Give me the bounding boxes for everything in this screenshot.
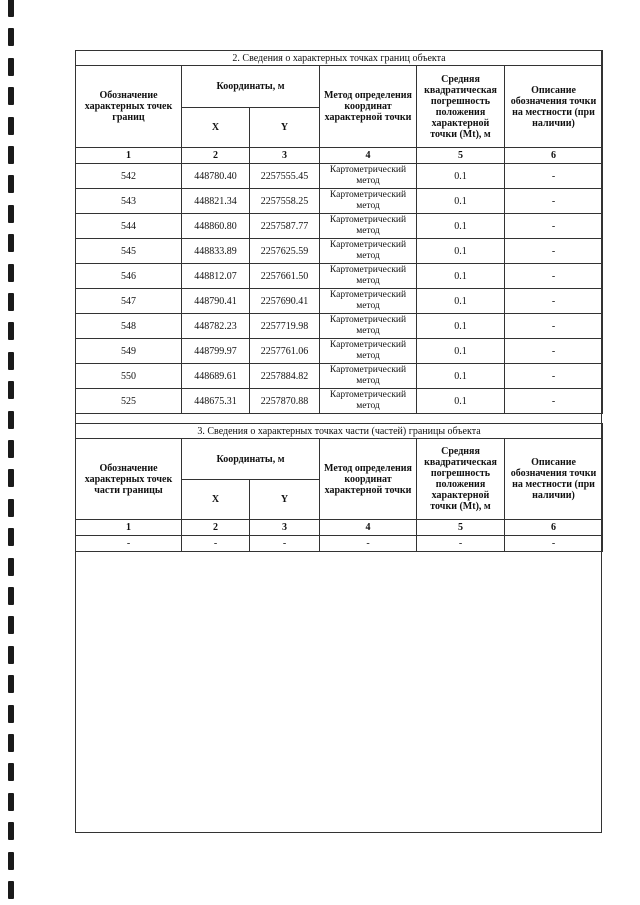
- x-coordinate-cell: 448812.07: [182, 264, 250, 289]
- method-cell: Картометрический метод: [320, 339, 417, 364]
- coordinates-header: Координаты, м: [182, 439, 320, 480]
- binder-hole: [8, 469, 14, 487]
- part-boundary-points-table: [75, 423, 603, 552]
- y-coordinate-cell: 2257884.82: [250, 364, 320, 389]
- error-header: Средняя квадратическая погрешность положения характерной точки (Mt), м: [417, 439, 505, 520]
- binder-hole: [8, 558, 14, 576]
- x-coordinate-cell: 448782.23: [182, 314, 250, 339]
- method-header: Метод определения координат характерной точки: [320, 439, 417, 520]
- y-coordinate-cell: 2257555.45: [250, 164, 320, 189]
- y-header: Y: [250, 108, 320, 148]
- error-cell: 0.1: [417, 164, 505, 189]
- error-cell: 0.1: [417, 239, 505, 264]
- description-cell: -: [505, 536, 603, 552]
- x-header: X: [182, 480, 250, 520]
- point-id-cell: 525: [76, 389, 182, 414]
- method-header: Метод определения координат характерной точки: [320, 66, 417, 148]
- description-cell: -: [505, 189, 603, 214]
- method-cell: Картометрический метод: [320, 239, 417, 264]
- binder-hole: [8, 87, 14, 105]
- x-header: X: [182, 108, 250, 148]
- point-id-cell: 546: [76, 264, 182, 289]
- description-header: Описание обозначения точки на местности (при наличии): [505, 66, 603, 148]
- boundary-points-table: [75, 50, 603, 414]
- section-2-title: 2. Сведения о характерных точках границ объекта: [76, 51, 603, 66]
- column-number: 6: [505, 520, 603, 536]
- error-cell: 0.1: [417, 389, 505, 414]
- description-cell: -: [505, 214, 603, 239]
- point-id-cell: -: [76, 536, 182, 552]
- table-row: [76, 389, 603, 414]
- error-cell: 0.1: [417, 364, 505, 389]
- description-cell: -: [505, 164, 603, 189]
- error-cell: 0.1: [417, 339, 505, 364]
- y-coordinate-cell: -: [250, 536, 320, 552]
- error-cell: 0.1: [417, 214, 505, 239]
- method-cell: Картометрический метод: [320, 164, 417, 189]
- table-row: [76, 364, 603, 389]
- error-cell: 0.1: [417, 289, 505, 314]
- method-cell: Картометрический метод: [320, 264, 417, 289]
- binder-hole: [8, 793, 14, 811]
- table-row: [76, 264, 603, 289]
- binder-hole: [8, 117, 14, 135]
- binder-hole: [8, 763, 14, 781]
- binder-hole: [8, 646, 14, 664]
- y-coordinate-cell: 2257558.25: [250, 189, 320, 214]
- x-coordinate-cell: 448675.31: [182, 389, 250, 414]
- coordinates-header: Координаты, м: [182, 66, 320, 108]
- binder-hole: [8, 499, 14, 517]
- x-coordinate-cell: 448821.34: [182, 189, 250, 214]
- description-cell: -: [505, 339, 603, 364]
- binder-hole: [8, 293, 14, 311]
- method-cell: Картометрический метод: [320, 364, 417, 389]
- x-coordinate-cell: 448799.97: [182, 339, 250, 364]
- binder-hole: [8, 264, 14, 282]
- description-cell: -: [505, 239, 603, 264]
- binder-hole: [8, 675, 14, 693]
- table-row: [76, 314, 603, 339]
- binder-hole: [8, 28, 14, 46]
- y-coordinate-cell: 2257870.88: [250, 389, 320, 414]
- description-cell: -: [505, 264, 603, 289]
- description-cell: -: [505, 314, 603, 339]
- description-cell: -: [505, 289, 603, 314]
- method-cell: Картометрический метод: [320, 214, 417, 239]
- point-id-cell: 547: [76, 289, 182, 314]
- table-row: [76, 536, 603, 552]
- column-number: 3: [250, 148, 320, 164]
- point-id-cell: 542: [76, 164, 182, 189]
- point-id-cell: 550: [76, 364, 182, 389]
- column-number: 3: [250, 520, 320, 536]
- description-cell: -: [505, 364, 603, 389]
- y-coordinate-cell: 2257761.06: [250, 339, 320, 364]
- method-cell: Картометрический метод: [320, 389, 417, 414]
- column-number: 4: [320, 148, 417, 164]
- binder-hole: [8, 881, 14, 899]
- y-header: Y: [250, 480, 320, 520]
- binder-hole: [8, 705, 14, 723]
- description-cell: -: [505, 389, 603, 414]
- binder-margin: [0, 0, 24, 905]
- binder-hole: [8, 734, 14, 752]
- y-coordinate-cell: 2257625.59: [250, 239, 320, 264]
- point-id-cell: 543: [76, 189, 182, 214]
- section-3-title: 3. Сведения о характерных точках части (частей) границы объекта: [76, 424, 603, 439]
- x-coordinate-cell: 448860.80: [182, 214, 250, 239]
- column-number: 5: [417, 148, 505, 164]
- column-number: 6: [505, 148, 603, 164]
- binder-hole: [8, 616, 14, 634]
- point-id-cell: 544: [76, 214, 182, 239]
- table-row: [76, 214, 603, 239]
- binder-hole: [8, 234, 14, 252]
- binder-hole: [8, 322, 14, 340]
- description-header: Описание обозначения точки на местности (при наличии): [505, 439, 603, 520]
- binder-hole: [8, 175, 14, 193]
- x-coordinate-cell: -: [182, 536, 250, 552]
- binder-hole: [8, 352, 14, 370]
- method-cell: Картометрический метод: [320, 289, 417, 314]
- error-cell: -: [417, 536, 505, 552]
- y-coordinate-cell: 2257661.50: [250, 264, 320, 289]
- column-number: 1: [76, 520, 182, 536]
- column-number: 1: [76, 148, 182, 164]
- x-coordinate-cell: 448833.89: [182, 239, 250, 264]
- point-id-cell: 548: [76, 314, 182, 339]
- binder-hole: [8, 587, 14, 605]
- error-cell: 0.1: [417, 264, 505, 289]
- designation-header: Обозначение характерных точек части границы: [76, 439, 182, 520]
- error-header: Средняя квадратическая погрешность положения характерной точки (Mt), м: [417, 66, 505, 148]
- x-coordinate-cell: 448780.40: [182, 164, 250, 189]
- point-id-cell: 549: [76, 339, 182, 364]
- column-number: 4: [320, 520, 417, 536]
- x-coordinate-cell: 448790.41: [182, 289, 250, 314]
- point-id-cell: 545: [76, 239, 182, 264]
- method-cell: -: [320, 536, 417, 552]
- binder-hole: [8, 528, 14, 546]
- designation-header: Обозначение характерных точек границ: [76, 66, 182, 148]
- binder-hole: [8, 852, 14, 870]
- method-cell: Картометрический метод: [320, 314, 417, 339]
- error-cell: 0.1: [417, 189, 505, 214]
- table-row: [76, 164, 603, 189]
- table-row: [76, 189, 603, 214]
- method-cell: Картометрический метод: [320, 189, 417, 214]
- binder-hole: [8, 205, 14, 223]
- binder-hole: [8, 0, 14, 17]
- table-row: [76, 339, 603, 364]
- y-coordinate-cell: 2257719.98: [250, 314, 320, 339]
- binder-hole: [8, 146, 14, 164]
- column-number: 2: [182, 520, 250, 536]
- y-coordinate-cell: 2257690.41: [250, 289, 320, 314]
- column-number: 5: [417, 520, 505, 536]
- binder-hole: [8, 822, 14, 840]
- table-row: [76, 289, 603, 314]
- x-coordinate-cell: 448689.61: [182, 364, 250, 389]
- binder-hole: [8, 58, 14, 76]
- binder-hole: [8, 381, 14, 399]
- column-number: 2: [182, 148, 250, 164]
- binder-hole: [8, 411, 14, 429]
- binder-hole: [8, 440, 14, 458]
- error-cell: 0.1: [417, 314, 505, 339]
- table-row: [76, 239, 603, 264]
- y-coordinate-cell: 2257587.77: [250, 214, 320, 239]
